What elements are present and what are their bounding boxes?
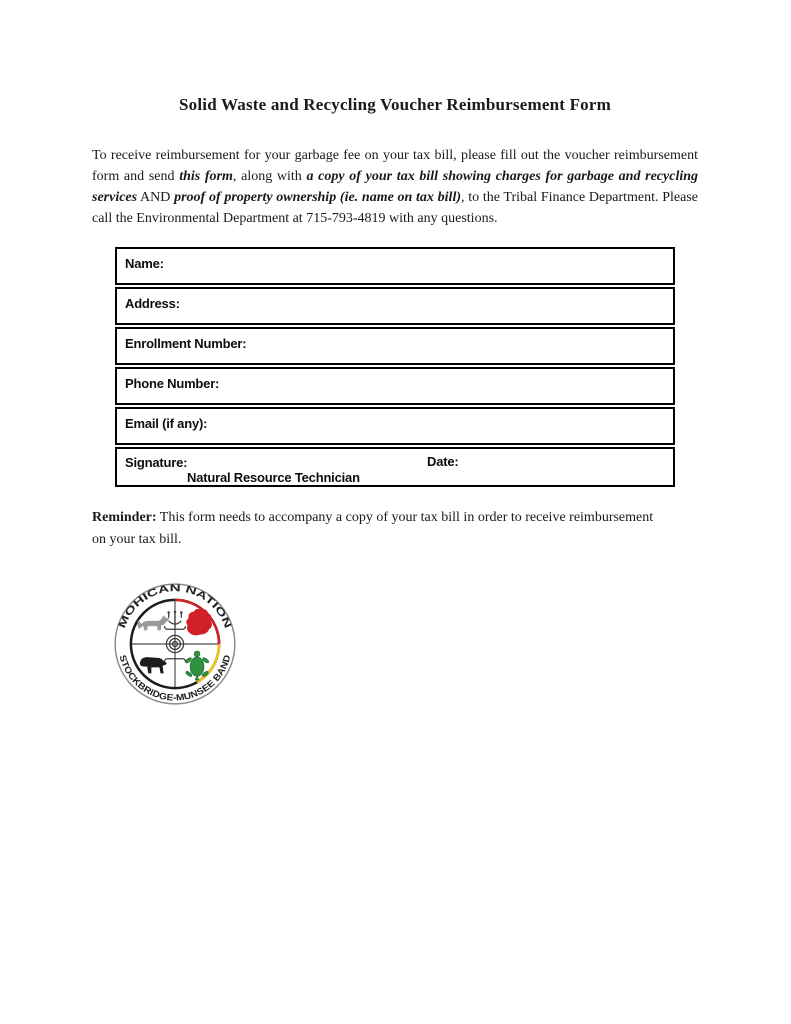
reminder-note [92,507,657,551]
intro-run-emphasis: a copy of your tax bill showing charges for garbage and recycling services [92,169,699,205]
form-row-address [115,287,675,325]
intro-run: , along with [232,169,307,184]
form-row-name [115,247,675,285]
field-label-email: Email (if any): [125,416,208,431]
voucher-form-table [115,247,675,487]
intro-run: AND [137,190,175,205]
intro-run: To receive reimbursement for your garbage fee on your tax bill, please fill out the voucher reimbursement form and send [92,148,698,184]
field-label-date: Date: [427,454,459,469]
page-title: Solid Waste and Recycling Voucher Reimbursement Form [179,95,611,114]
field-label-name: Name: [125,256,164,271]
form-row-email [115,407,675,445]
reminder-label: Reminder: [92,510,157,525]
seal-top-text: MOHICAN NATION [116,583,232,630]
intro-paragraph [92,145,698,229]
intro-run-emphasis: proof of property ownership (ie. name on tax bill) [174,190,461,205]
signer-title: Natural Resource Technician [187,470,360,485]
field-label-address: Address: [125,296,180,311]
intro-run: , to the Tribal Finance Department. Please call the Environmental Department at 715-793-4819 with any questions. [92,190,698,226]
signature-date-line [125,454,665,470]
field-label-enrollment-number: Enrollment Number: [125,336,247,351]
seal-bottom-text: STOCKBRIDGE-MUNSEE BAND [117,653,233,703]
form-row-enrollment-number [115,327,675,365]
reminder-text: This form needs to accompany a copy of your tax bill in order to receive reimbursement on your tax bill. [92,510,654,547]
form-row-phone-number [115,367,675,405]
field-label-signature: Signature: [125,455,188,470]
tribal-seal-logo [112,581,238,707]
intro-run-emphasis: this form [179,169,233,184]
field-label-phone-number: Phone Number: [125,376,220,391]
form-row-signature-date [115,447,675,487]
